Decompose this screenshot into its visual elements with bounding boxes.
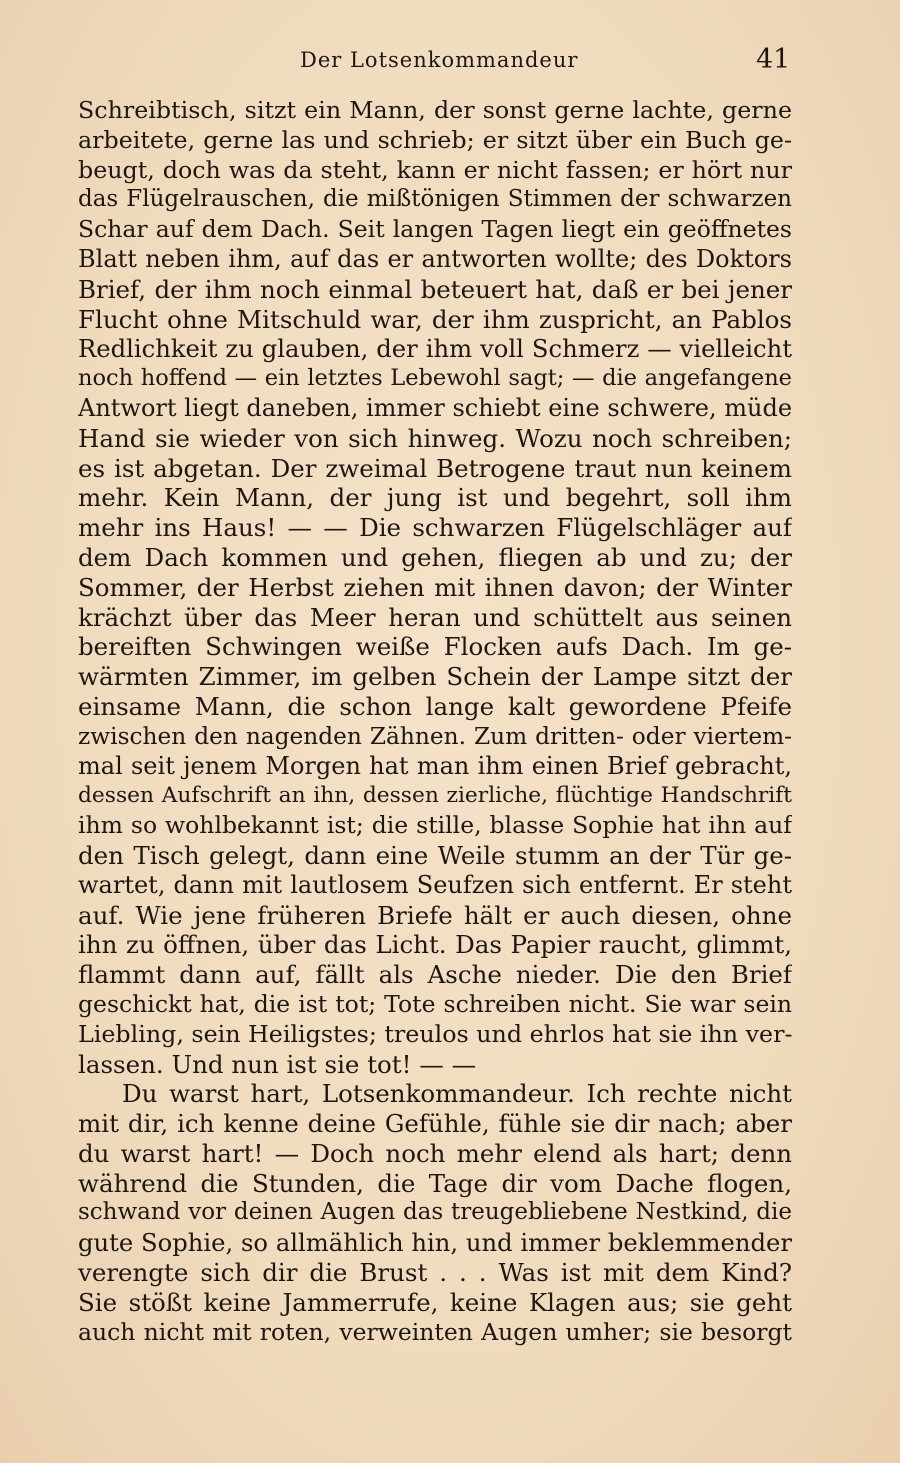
text-line: mit dir, ich kenne deine Gefühle, fühle sie dir nach; aber [78, 1109, 792, 1139]
text-line: Antwort liegt daneben, immer schiebt eine schwere, müde [78, 393, 792, 422]
text-line: geschickt hat, die ist tot; Tote schreiben nicht. Sie war sein [78, 989, 792, 1018]
text-line: bereiften Schwingen weiße Flocken aufs Dach. Im ge- [78, 632, 792, 662]
text-line: gute Sophie, so allmählich hin, und immer beklemmender [78, 1228, 792, 1258]
text-line: ihm so wohlbekannt ist; die stille, blasse Sophie hat ihn auf [78, 811, 792, 840]
text-line: Redlichkeit zu glauben, der ihm voll Schmerz — vielleicht [78, 334, 792, 364]
text-line: Brief, der ihm noch einmal beteuert hat, daß er bei jener [78, 274, 792, 304]
text-line: wärmten Zimmer, im gelben Schein der Lampe sitzt der [78, 662, 792, 692]
text-line: mehr ins Haus! — — Die schwarzen Flügelschläger auf [78, 513, 792, 543]
text-line: Blatt neben ihm, auf das er antworten wollte; des Doktors [78, 244, 792, 273]
text-line: während die Stunden, die Tage dir vom Dache flogen, [78, 1168, 792, 1198]
paragraph-first-line: Du warst hart, Lotsenkommandeur. Ich rechte nicht [122, 1079, 792, 1109]
text-line: mehr. Kein Mann, der jung ist und begehrt, soll ihm [78, 483, 792, 513]
text-line: Hand sie wieder von sich hinweg. Wozu noch schreiben; [78, 423, 792, 453]
text-line: Flucht ohne Mitschuld war, der ihm zuspricht, an Pablos [78, 304, 792, 334]
text-line: den Tisch gelegt, dann eine Weile stumm an der Tür ge- [78, 840, 792, 870]
running-title: Der Lotsenkommandeur [300, 48, 579, 72]
text-line: das Flügelrauschen, die mißtönigen Stimmen der schwarzen [78, 186, 792, 213]
text-line: Schreibtisch, sitzt ein Mann, der sonst gerne lachte, gerne [78, 96, 792, 124]
text-line: du warst hart! — Doch noch mehr elend als hart; denn [78, 1138, 792, 1168]
text-line: beugt, doch was da steht, kann er nicht fassen; er hört nur [78, 155, 792, 184]
text-line: arbeitete, gerne las und schrieb; er sitzt über ein Buch ge- [78, 125, 792, 154]
text-line: wartet, dann mit lautlosem Seufzen sich entfernt. Er steht [78, 870, 792, 899]
paragraph-last-line: lassen. Und nun ist sie tot! — — [78, 1049, 477, 1079]
text-line: mal seit jenem Morgen hat man ihm einen Brief gebracht, [78, 751, 792, 780]
body-text [78, 96, 792, 1347]
text-line: schwand vor deinen Augen das treugebliebene Nestkind, die [78, 1199, 792, 1226]
text-line: verengte sich dir die Brust . . . Was ist mit dem Kind? [78, 1258, 792, 1288]
text-line: noch hoffend — ein letztes Lebewohl sagt; — die angefangene [78, 365, 792, 392]
text-line: krächzt über das Meer heran und schüttelt aus seinen [78, 602, 792, 632]
text-line: dem Dach kommen und gehen, fliegen ab und zu; der [78, 542, 792, 572]
text-line: flammt dann auf, fällt als Asche nieder. Die den Brief [78, 960, 792, 990]
text-line: Liebling, sein Heiligstes; treulos und ehrlos hat sie ihn ver- [78, 1019, 792, 1048]
text-line: dessen Aufschrift an ihn, dessen zierliche, flüchtige Handschrift [78, 783, 792, 809]
text-line: Sie stößt keine Jammerrufe, keine Klagen aus; sie geht [78, 1287, 792, 1317]
text-line: ihn zu öffnen, über das Licht. Das Papier raucht, glimmt, [78, 930, 792, 960]
running-head [0, 44, 900, 84]
text-line: Schar auf dem Dach. Seit langen Tagen liegt ein geöffnetes [78, 215, 792, 244]
text-line: zwischen den nagenden Zähnen. Zum dritten- oder viertem- [78, 722, 792, 750]
page-number: 41 [756, 44, 791, 75]
text-line: einsame Mann, die schon lange kalt gewordene Pfeife [78, 691, 792, 721]
text-line: auf. Wie jene früheren Briefe hält er auch diesen, ohne [78, 900, 792, 930]
text-line: Sommer, der Herbst ziehen mit ihnen davon; der Winter [78, 572, 792, 602]
text-line: es ist abgetan. Der zweimal Betrogene traut nun keinem [78, 453, 792, 483]
text-line: auch nicht mit roten, verweinten Augen umher; sie besorgt [78, 1317, 792, 1346]
